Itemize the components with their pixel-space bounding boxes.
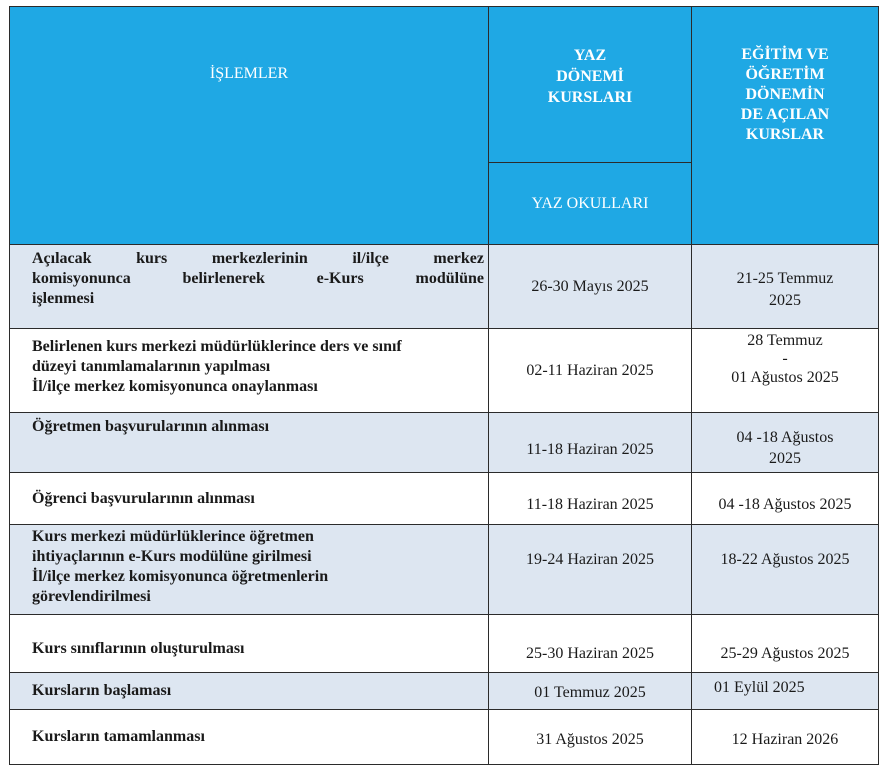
school-date-line: 2025	[769, 291, 801, 309]
header-egitim-line: ÖĞRETİM	[745, 66, 825, 83]
header-egitim-line: DE AÇILAN	[740, 106, 830, 123]
table-row	[10, 710, 879, 765]
schedule-table	[9, 6, 879, 765]
operation-line: Kursların tamamlanması	[32, 728, 205, 745]
school-date-line: 04 -18 Ağustos 2025	[718, 495, 852, 513]
summer-date-cell: 31 Ağustos 2025	[489, 710, 692, 765]
school-date-cell	[692, 615, 879, 673]
table-row	[10, 413, 879, 473]
school-date-line: 2025	[769, 449, 801, 467]
table-row	[10, 473, 879, 525]
school-date-line: 01 Ağustos 2025	[731, 369, 839, 386]
operation-line: İl/ilçe merkez komisyonunca onaylanması	[32, 378, 318, 395]
operation-cell	[10, 473, 489, 525]
operation-line: Kurs merkezi müdürlüklerince öğretmen	[32, 528, 314, 545]
schedule-document	[9, 6, 878, 765]
table-row	[10, 329, 879, 413]
header-yaz-donemi	[489, 7, 692, 163]
summer-date-cell: 26-30 Mayıs 2025	[489, 245, 692, 329]
operation-cell	[10, 413, 489, 473]
school-date-line: 01 Eylül 2025	[714, 679, 805, 696]
school-date-cell	[692, 245, 879, 329]
school-date-cell	[692, 525, 879, 615]
header-yaz-line: KURSLARI	[547, 89, 633, 106]
operation-line: ihtiyaçlarının e-Kurs modülüne girilmesi	[32, 548, 312, 565]
operation-line: Açılacak kurs merkezlerinin il/ilçe merkez	[32, 250, 484, 267]
school-date-cell	[692, 413, 879, 473]
header-egitim-line: DÖNEMİN	[745, 86, 825, 103]
summer-date-cell: 02-11 Haziran 2025	[489, 329, 692, 413]
school-date-cell	[692, 710, 879, 765]
header-islemler: İŞLEMLER	[10, 7, 489, 245]
summer-date-cell: 19-24 Haziran 2025	[489, 525, 692, 615]
summer-date-cell: 11-18 Haziran 2025	[489, 413, 692, 473]
school-date-line: 12 Haziran 2026	[731, 731, 839, 748]
header-yaz-line: YAZ	[573, 47, 607, 64]
header-egitim-line: EĞİTİM VE	[741, 46, 829, 63]
operation-line: Öğretmen başvurularının alınması	[32, 418, 270, 435]
operation-cell	[10, 245, 489, 329]
operation-line: işlenmesi	[32, 290, 95, 307]
school-date-cell	[692, 473, 879, 525]
summer-date-cell: 01 Temmuz 2025	[489, 673, 692, 710]
operation-line: Kursların başlaması	[32, 682, 172, 699]
school-date-line: 21-25 Temmuz	[736, 269, 834, 287]
school-date-line: 25-29 Ağustos 2025	[720, 644, 850, 662]
school-date-line: 28 Temmuz	[747, 332, 823, 349]
school-date-line: 04 -18 Ağustos	[736, 428, 834, 446]
table-row	[10, 525, 879, 615]
operation-line: Öğrenci başvurularının alınması	[32, 489, 255, 507]
operation-line: İl/ilçe merkez komisyonunca öğretmenlerin	[32, 568, 329, 585]
table-row	[10, 673, 879, 710]
header-egitim-line: KURSLAR	[745, 126, 825, 143]
operation-cell	[10, 710, 489, 765]
operation-line: düzeyi tanımlamalarının yapılması	[32, 358, 271, 375]
header-yaz-okullari: YAZ OKULLARI	[489, 163, 692, 245]
operation-line: Belirlenen kurs merkezi müdürlüklerince ders ve sınıf	[32, 338, 402, 355]
header-egitim-ogretim	[692, 7, 879, 245]
operation-line: komisyonunca belirlenerek e-Kurs modülüne	[32, 270, 484, 287]
school-date-line: 18-22 Ağustos 2025	[720, 551, 850, 568]
table-row	[10, 245, 879, 329]
summer-date-cell: 25-30 Haziran 2025	[489, 615, 692, 673]
table-row	[10, 615, 879, 673]
school-date-cell	[692, 329, 879, 413]
operation-cell	[10, 673, 489, 710]
header-row	[10, 7, 879, 163]
operation-cell	[10, 525, 489, 615]
operation-line: görevlendirilmesi	[32, 588, 151, 605]
operation-cell	[10, 615, 489, 673]
summer-date-cell: 11-18 Haziran 2025	[489, 473, 692, 525]
operation-cell	[10, 329, 489, 413]
school-date-line: -	[782, 350, 788, 367]
operation-line: Kurs sınıflarının oluşturulması	[32, 640, 245, 657]
school-date-cell	[692, 673, 879, 710]
header-yaz-line: DÖNEMİ	[556, 68, 624, 85]
